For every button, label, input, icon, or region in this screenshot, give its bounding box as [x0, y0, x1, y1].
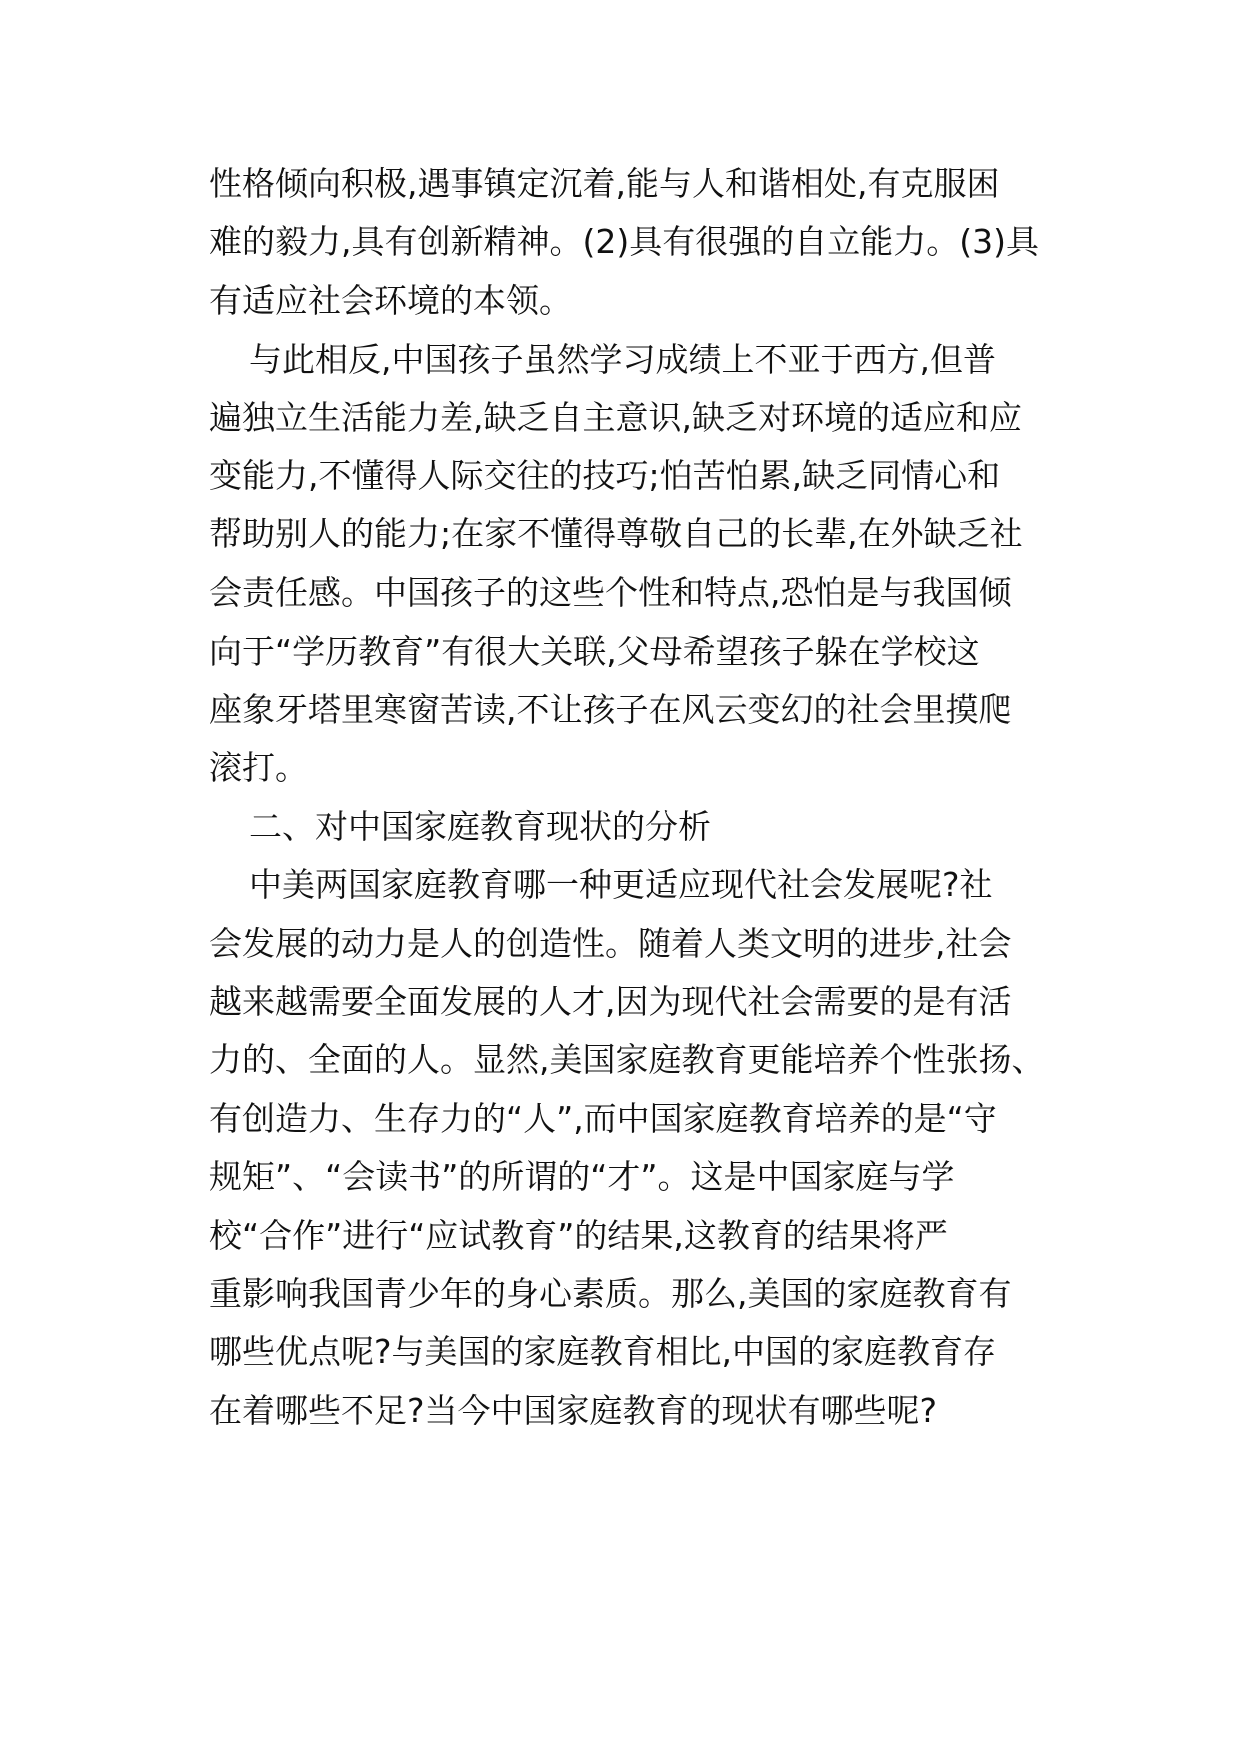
text-line: 向于“学历教育”有很大关联,父母希望孩子躲在学校这	[209, 632, 980, 671]
text-line: 重影响我国青少年的身心素质。那么,美国的家庭教育有	[209, 1274, 1012, 1313]
text-line: 越来越需要全面发展的人才,因为现代社会需要的是有活	[209, 982, 1012, 1021]
text-line: 变能力,不懂得人际交往的技巧;怕苦怕累,缺乏同情心和	[209, 456, 1001, 495]
text-line: 遍独立生活能力差,缺乏自主意识,缺乏对环境的适应和应	[209, 398, 1022, 437]
text-line: 有创造力、生存力的“人”,而中国家庭教育培养的是“守	[209, 1099, 997, 1138]
text-line: 在着哪些不足?当今中国家庭教育的现状有哪些呢?	[209, 1391, 938, 1430]
text-line: 座象牙塔里寒窗苦读,不让孩子在风云变幻的社会里摸爬	[209, 690, 1012, 729]
text-line: 性格倾向积极,遇事镇定沉着,能与人和谐相处,有克服困	[209, 164, 1000, 203]
text-line: 校“合作”进行“应试教育”的结果,这教育的结果将严	[209, 1216, 948, 1255]
section-heading: 二、对中国家庭教育现状的分析	[249, 807, 711, 846]
text-line: 与此相反,中国孩子虽然学习成绩上不亚于西方,但普	[249, 340, 996, 379]
text-line: 会责任感。中国孩子的这些个性和特点,恐怕是与我国倾	[209, 573, 1012, 612]
text-line: 中美两国家庭教育哪一种更适应现代社会发展呢?社	[249, 865, 993, 904]
text-line: 力的、全面的人。显然,美国家庭教育更能培养个性张扬、	[209, 1040, 1045, 1079]
text-line: 难的毅力,具有创新精神。(2)具有很强的自立能力。(3)具	[209, 222, 1039, 261]
text-line: 帮助别人的能力;在家不懂得尊敬自己的长辈,在外缺乏社	[209, 514, 1023, 553]
text-line: 哪些优点呢?与美国的家庭教育相比,中国的家庭教育存	[209, 1332, 997, 1371]
text-line: 滚打。	[209, 748, 308, 787]
text-line: 规矩”、“会读书”的所谓的“才”。这是中国家庭与学	[209, 1157, 955, 1196]
text-line: 有适应社会环境的本领。	[209, 281, 572, 320]
text-line: 会发展的动力是人的创造性。随着人类文明的进步,社会	[209, 924, 1012, 963]
